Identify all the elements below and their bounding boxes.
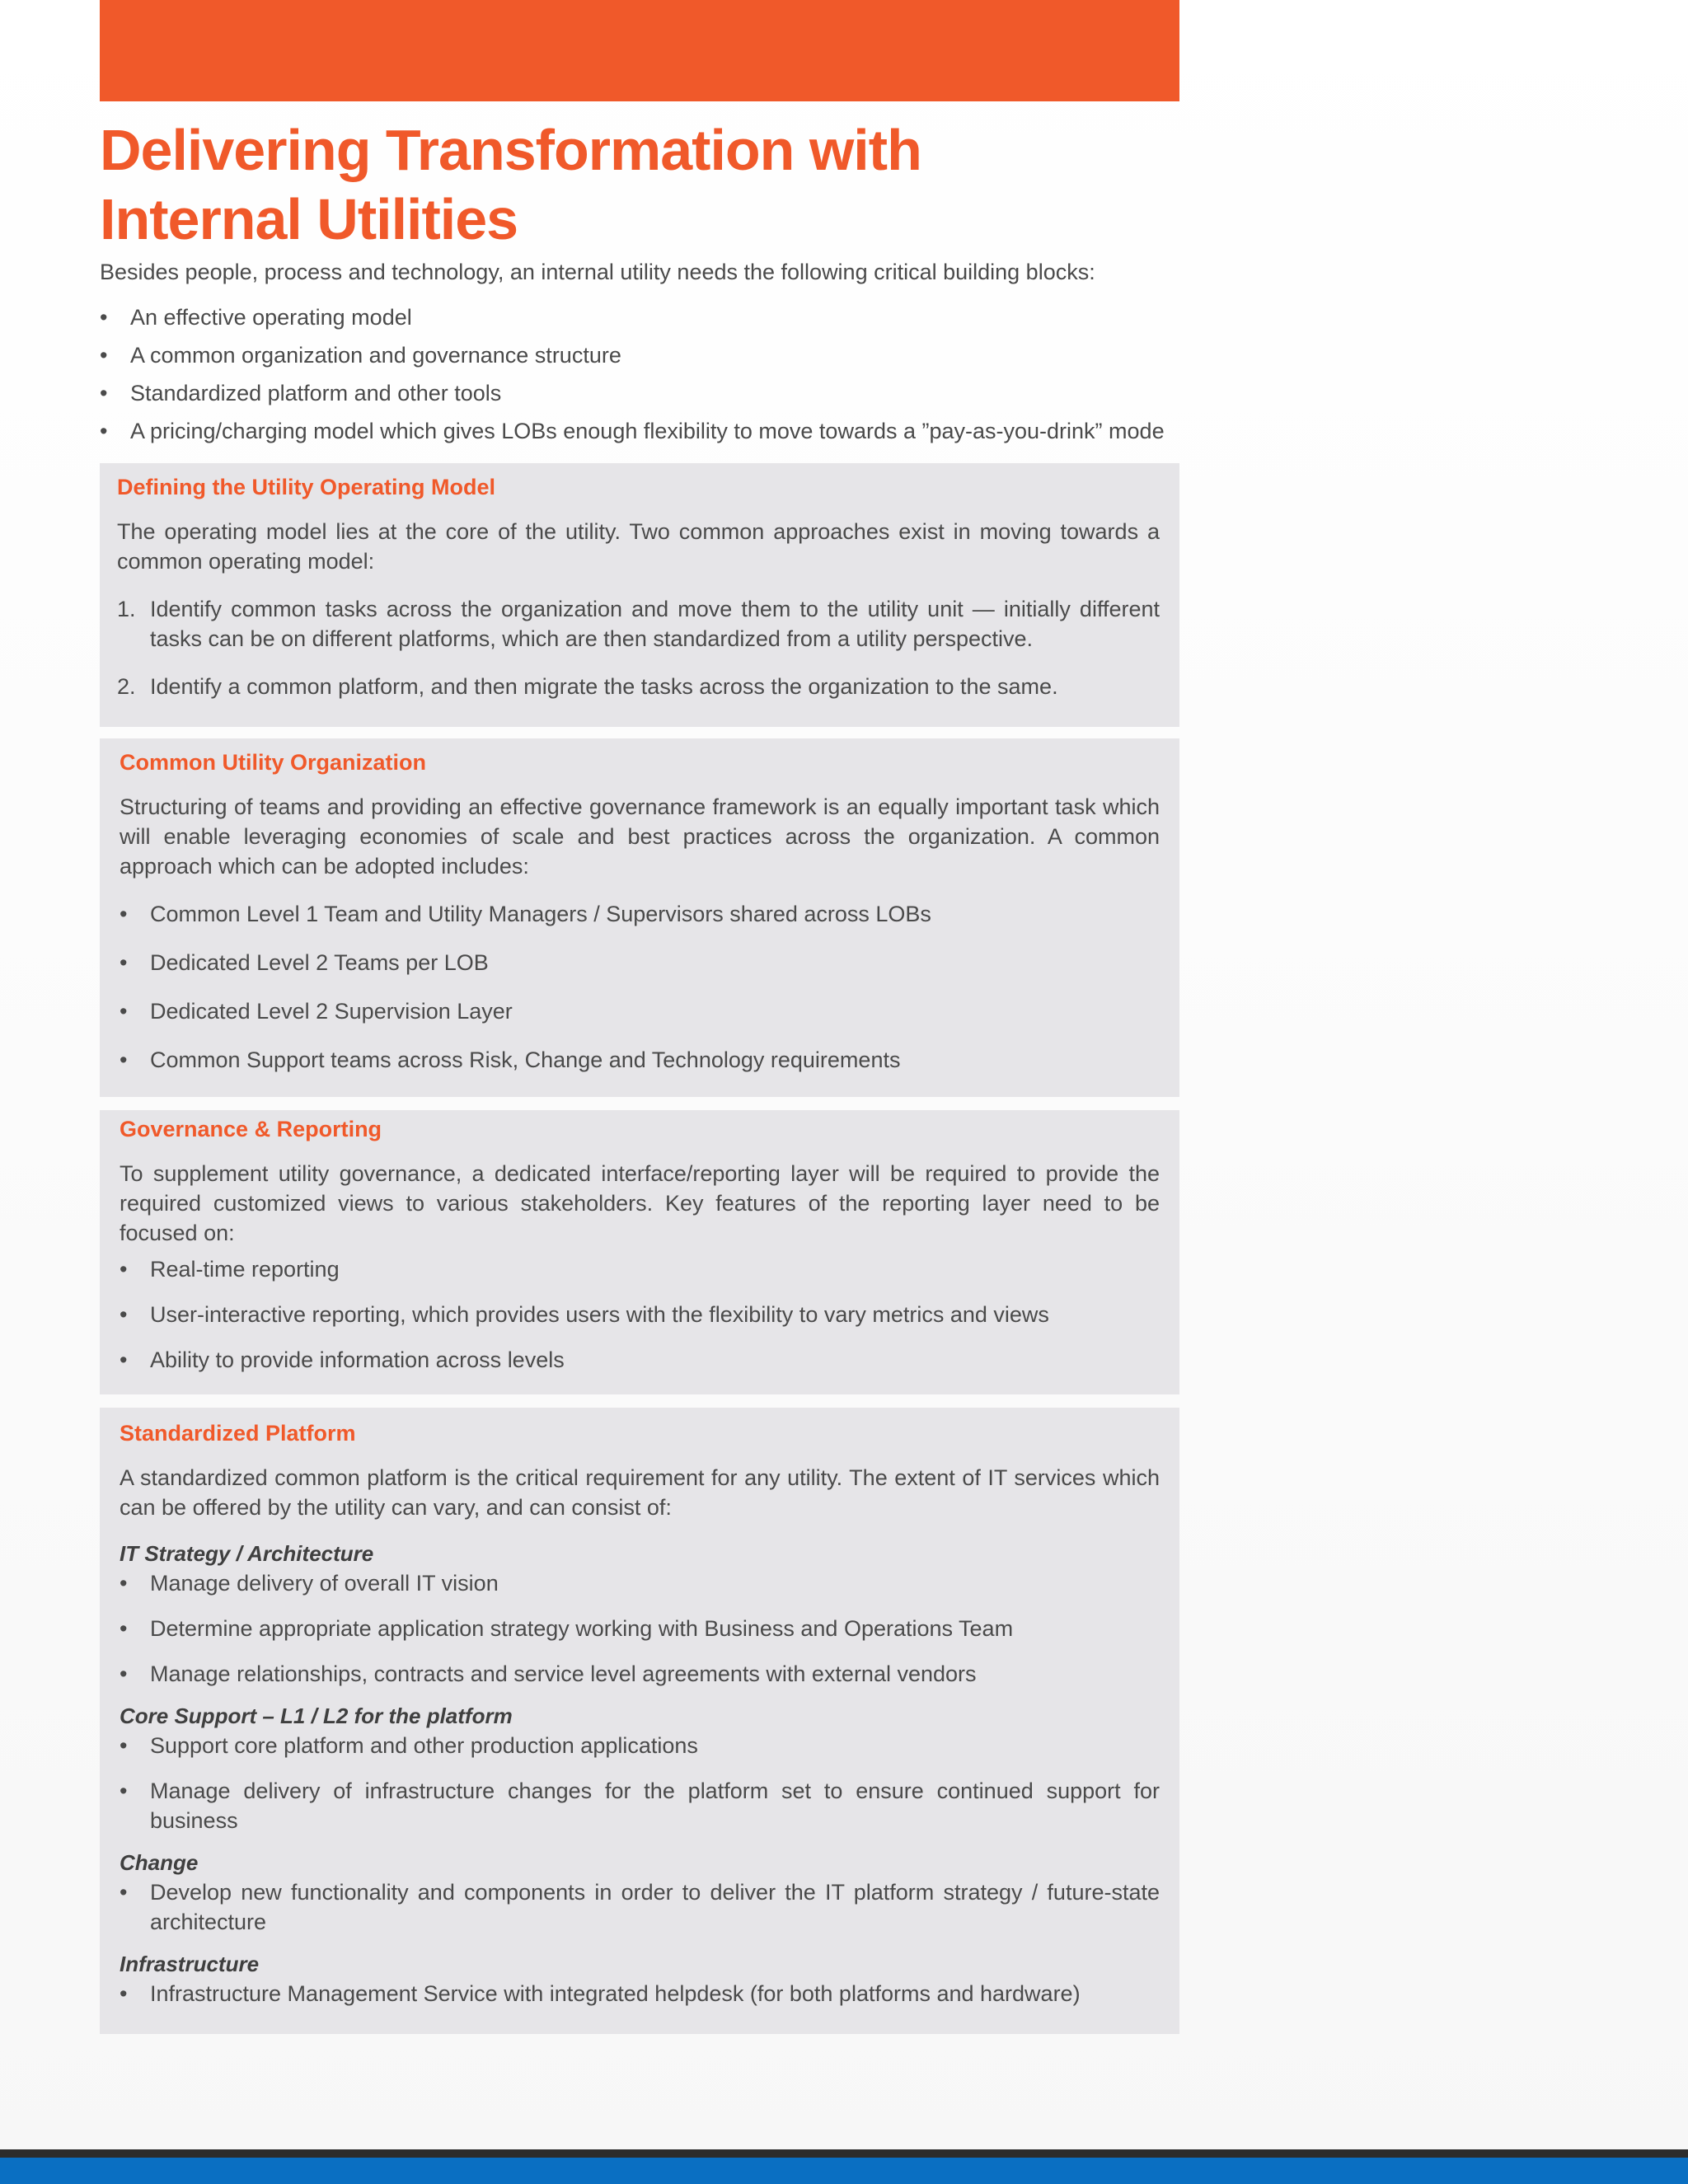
section-paragraph: To supplement utility governance, a dedicated interface/reporting layer will be required to provide the required customized views to various stakeholders. Key features of the reporting layer need to be focused on: [120, 1161, 1160, 1245]
list-item [117, 594, 1160, 654]
list-item: • Common Support teams across Risk, Change and Technology requirements [120, 1045, 1160, 1075]
core-support-list [120, 1731, 1160, 1835]
it-strategy-list [120, 1568, 1160, 1689]
list-item: • Dedicated Level 2 Teams per LOB [120, 948, 1160, 977]
subsection-title: IT Strategy / Architecture [120, 1541, 374, 1566]
list-item: • Develop new functionality and components in order to deliver the IT platform strategy / future-state architecture [120, 1877, 1160, 1937]
list-item: • Support core platform and other production applications [120, 1731, 1160, 1760]
list-item: • A pricing/charging model which gives LOBs enough flexibility to move towards a ”pay-as-you-drink” mode [100, 412, 1196, 450]
change-list [120, 1877, 1160, 1937]
list-item: • Dedicated Level 2 Supervision Layer [120, 996, 1160, 1026]
section-heading: Defining the Utility Operating Model [117, 475, 495, 499]
footer-dark-stripe [0, 2149, 1688, 2158]
organization-list [120, 899, 1160, 1075]
list-item: • Manage delivery of infrastructure changes for the platform set to ensure continued support for business [120, 1776, 1160, 1835]
section-heading: Governance & Reporting [120, 1117, 382, 1141]
page-title-line-1: Delivering Transformation with [100, 118, 921, 182]
section-heading: Common Utility Organization [120, 750, 427, 775]
list-item: • Common Level 1 Team and Utility Managers / Supervisors shared across LOBs [120, 899, 1160, 929]
list-item: • Real-time reporting [120, 1254, 1160, 1284]
list-item: • Standardized platform and other tools [100, 374, 1196, 412]
organization-panel [100, 738, 1179, 1097]
infrastructure-list [120, 1979, 1160, 2008]
section-paragraph: A standardized common platform is the critical requirement for any utility. The extent of IT services which can be offered by the utility can vary, and can consist of: [120, 1465, 1160, 1520]
operating-model-panel [100, 463, 1179, 727]
subsection-title: Core Support – L1 / L2 for the platform [120, 1704, 513, 1728]
header-color-band [100, 0, 1179, 101]
subsection-title: Infrastructure [120, 1952, 260, 1976]
subsection-title: Change [120, 1850, 199, 1875]
page-title-line-2: Internal Utilities [100, 187, 518, 251]
list-item: • Manage delivery of overall IT vision [120, 1568, 1160, 1598]
platform-panel [100, 1408, 1179, 2034]
list-item: • An effective operating model [100, 298, 1196, 336]
step-text: Identify common tasks across the organization and move them to the utility unit — initially different tasks can be on different platforms, which are then standardized from a utility perspective. [150, 597, 1160, 651]
list-item: • Infrastructure Management Service with integrated helpdesk (for both platforms and hardware) [120, 1979, 1160, 2008]
list-item: • Manage relationships, contracts and service level agreements with external vendors [120, 1659, 1160, 1689]
section-heading: Standardized Platform [120, 1421, 356, 1446]
list-item [117, 672, 1160, 701]
list-item: • User-interactive reporting, which provides users with the flexibility to vary metrics and views [120, 1300, 1160, 1329]
step-number: 1. [117, 597, 136, 621]
step-number: 2. [117, 674, 136, 699]
list-item: • Determine appropriate application strategy working with Business and Operations Team [120, 1614, 1160, 1643]
section-paragraph: Structuring of teams and providing an effective governance framework is an equally important task which will enable leveraging economies of scale and best practices across the organization. A common approach which can be adopted includes: [120, 794, 1160, 879]
intro-paragraph: Besides people, process and technology, an internal utility needs the following critical building blocks: [100, 260, 1095, 284]
list-item: • A common organization and governance structure [100, 336, 1196, 374]
building-blocks-list [100, 298, 1196, 450]
governance-panel [100, 1110, 1179, 1394]
page-title [100, 115, 1171, 254]
approach-list [117, 594, 1160, 701]
section-paragraph: The operating model lies at the core of the utility. Two common approaches exist in moving towards a common operating model: [117, 519, 1160, 574]
governance-list [120, 1254, 1160, 1375]
footer-blue-band [0, 2158, 1688, 2184]
step-text: Identify a common platform, and then migrate the tasks across the organization to the same. [150, 674, 1058, 699]
list-item: • Ability to provide information across levels [120, 1345, 1160, 1375]
